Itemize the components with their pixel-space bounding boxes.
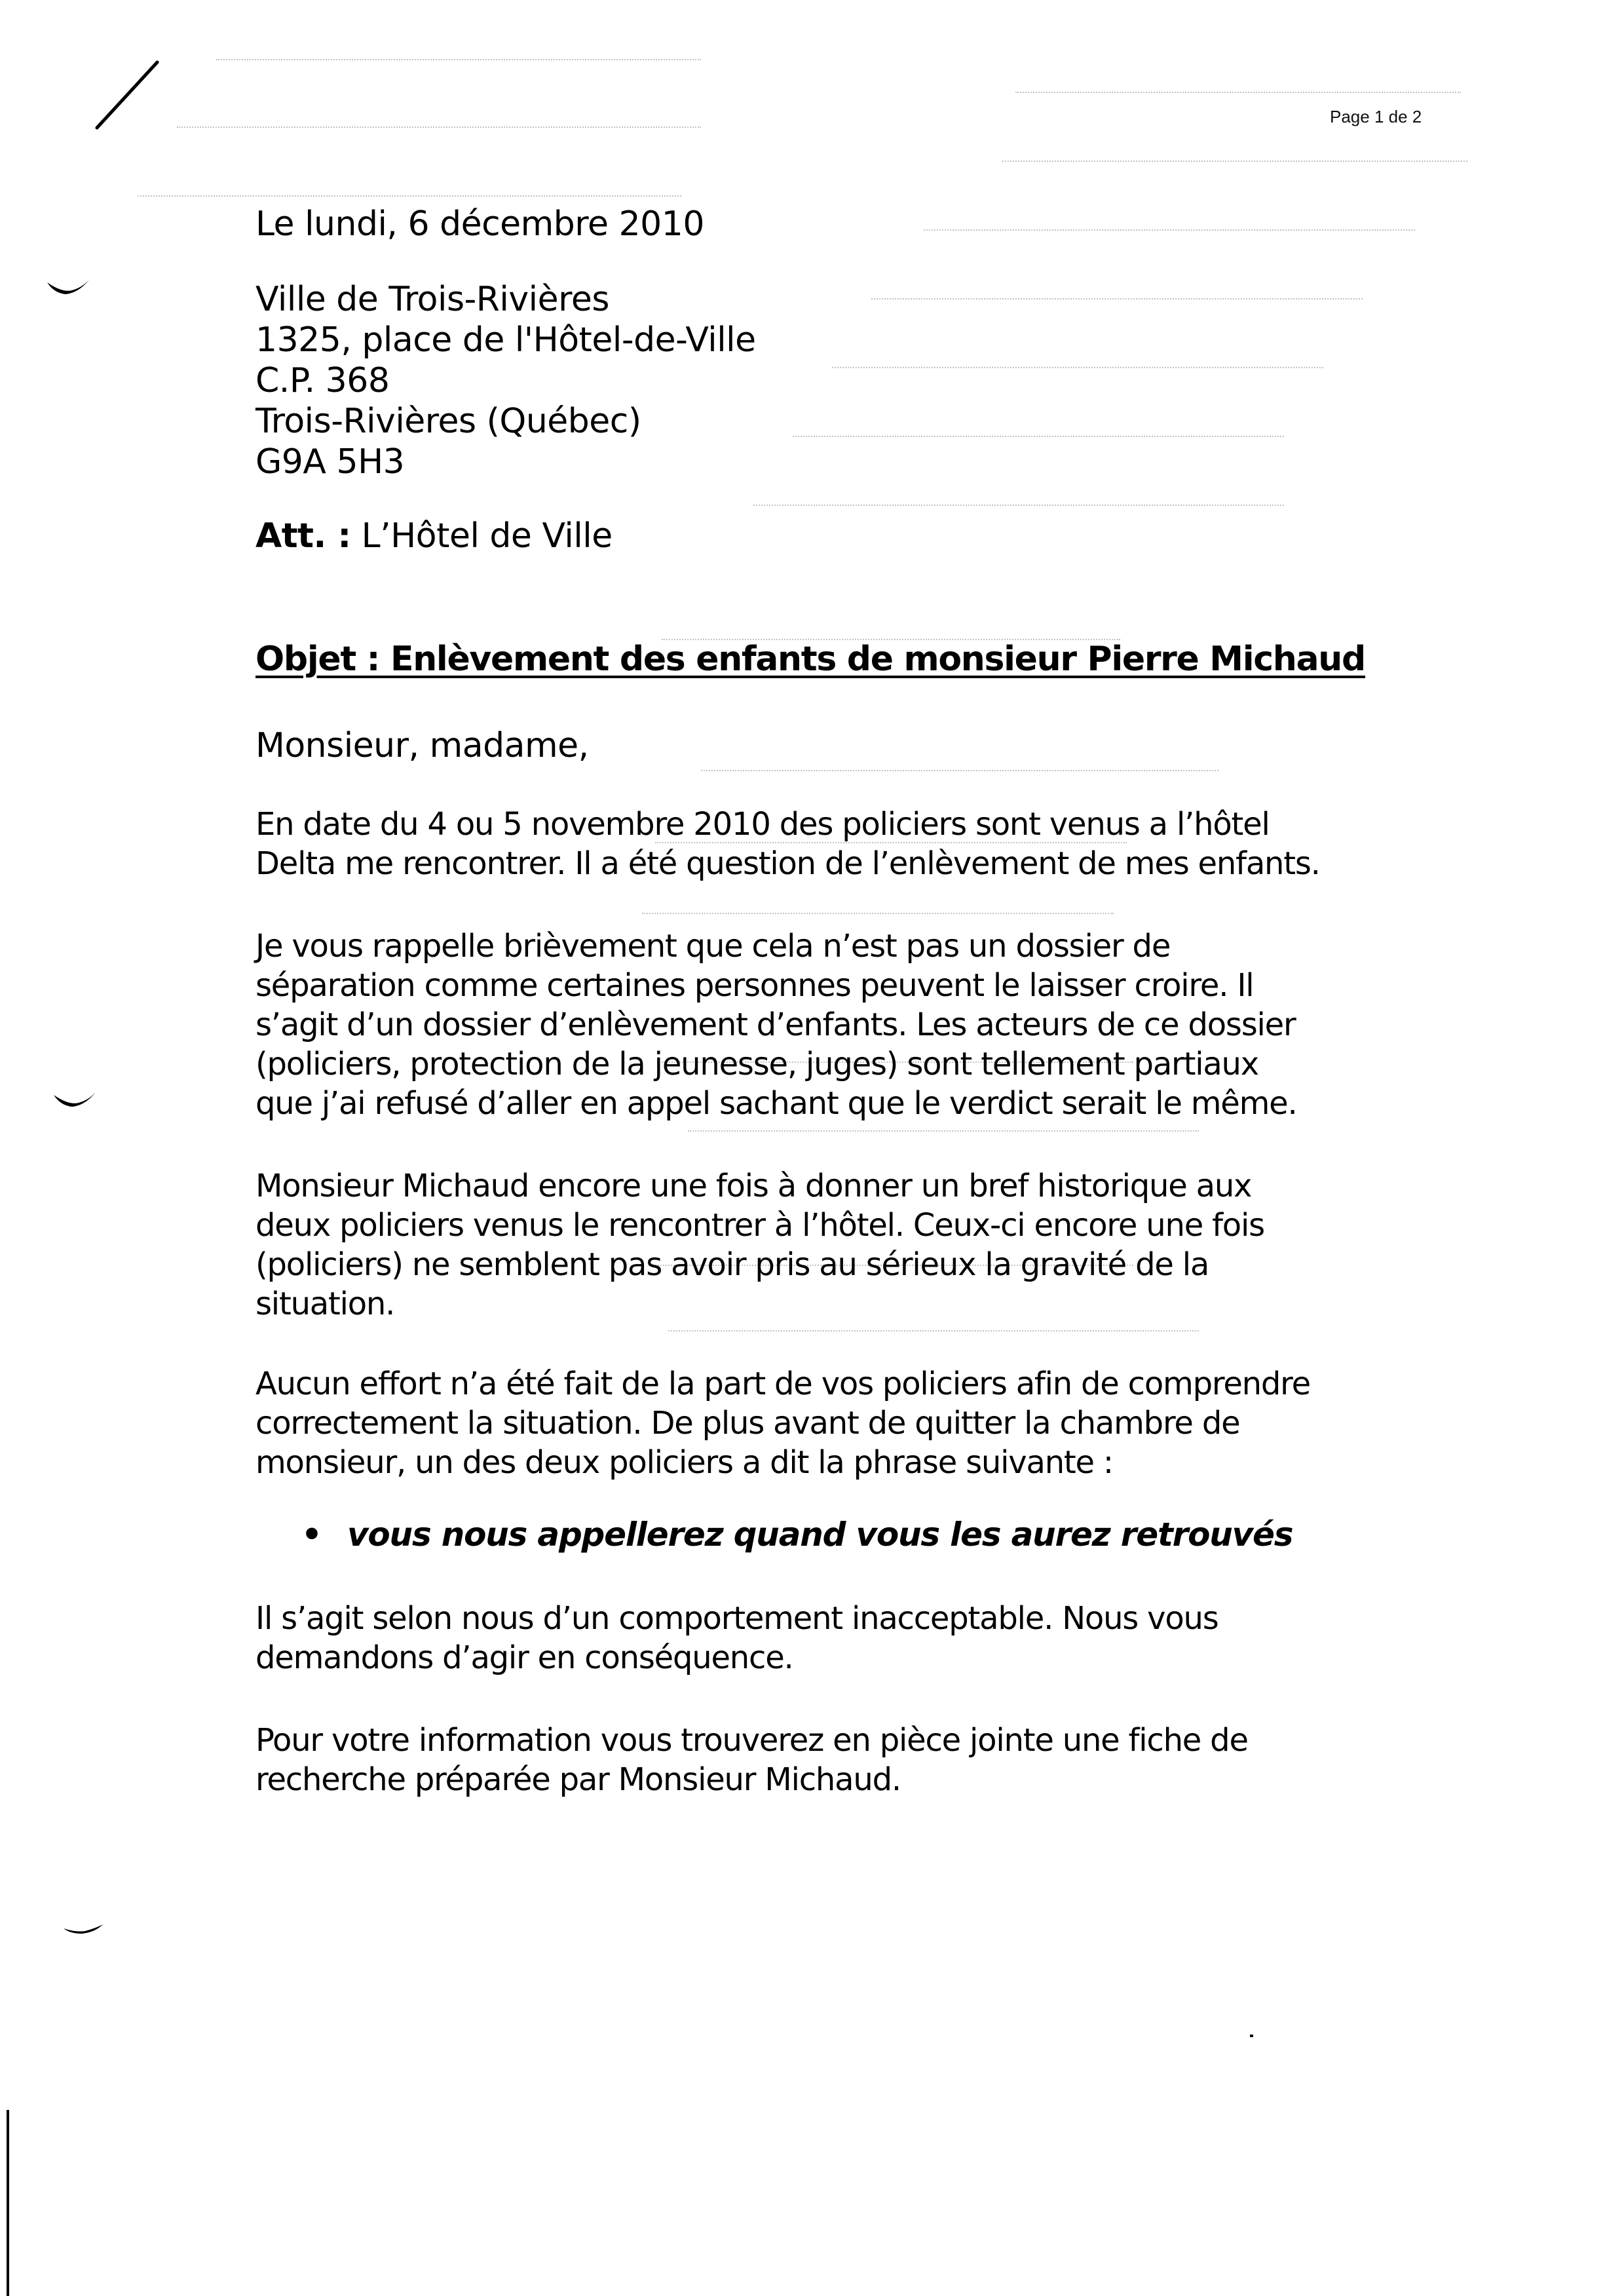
scan-noise	[753, 505, 1284, 507]
paragraph-line: Il s’agit selon nous d’un comportement inacceptable. Nous vous	[255, 1600, 1218, 1637]
page-number: Page 1 de 2	[1330, 107, 1422, 126]
scan-noise	[1015, 92, 1461, 94]
paragraph	[255, 1364, 1467, 1482]
paragraph	[255, 927, 1467, 1123]
paragraph	[255, 1721, 1467, 1799]
scan-noise	[177, 126, 701, 129]
pen-stroke-mark	[95, 59, 161, 131]
paragraph	[255, 805, 1467, 883]
address-line: G9A 5H3	[255, 442, 405, 482]
subject-line: Objet : Enlèvement des enfants de monsieur Pierre Michaud	[255, 640, 1365, 679]
punch-hole-mark	[62, 1923, 108, 1943]
paragraph-line: deux policiers venus le rencontrer à l’hôtel. Ceux-ci encore une fois	[255, 1207, 1264, 1244]
paragraph-line: recherche préparée par Monsieur Michaud.	[255, 1761, 901, 1798]
address-line: Ville de Trois-Rivières	[255, 280, 609, 319]
paragraph-line: monsieur, un des deux policiers a dit la phrase suivante :	[255, 1444, 1113, 1481]
paragraph-line: En date du 4 ou 5 novembre 2010 des policiers sont venus a l’hôtel	[255, 806, 1270, 843]
paragraph-line: séparation comme certaines personnes peuvent le laisser croire. Il	[255, 967, 1254, 1004]
punch-hole-mark	[52, 1091, 98, 1111]
paragraph-line: (policiers, protection de la jeunesse, juges) sont tellement partiaux	[255, 1046, 1258, 1082]
scan-noise	[924, 229, 1415, 232]
attention-value: L’Hôtel de Ville	[350, 516, 613, 556]
paragraph-line: situation.	[255, 1286, 395, 1322]
scan-noise	[688, 1130, 1199, 1133]
paragraph	[255, 1166, 1467, 1324]
address-line: C.P. 368	[255, 361, 390, 400]
scan-noise	[642, 913, 1114, 915]
punch-hole-mark	[46, 278, 92, 298]
scan-noise	[1002, 161, 1467, 163]
page-edge-line	[7, 2110, 9, 2296]
scan-noise	[668, 1330, 1199, 1333]
scan-noise	[216, 59, 701, 62]
quoted-phrase-bullet	[301, 1515, 1293, 1554]
paragraph-line: Delta me rencontrer. Il a été question de l’enlèvement de mes enfants.	[255, 845, 1320, 882]
scan-noise	[793, 436, 1284, 438]
paragraph-line: Pour votre information vous trouverez en pièce jointe une fiche de	[255, 1722, 1248, 1759]
bullet-icon: •	[301, 1516, 322, 1554]
salutation: Monsieur, madame,	[255, 726, 589, 765]
address-line: 1325, place de l'Hôtel-de-Ville	[255, 320, 756, 360]
scan-noise	[832, 367, 1323, 370]
scan-noise	[871, 298, 1363, 301]
paragraph	[255, 1599, 1467, 1677]
paragraph-line: (policiers) ne semblent pas avoir pris au sérieux la gravité de la	[255, 1246, 1209, 1283]
quoted-phrase: vous nous appellerez quand vous les aurez retrouvés	[347, 1516, 1293, 1554]
paragraph-line: demandons d’agir en conséquence.	[255, 1639, 793, 1676]
address-line: Trois-Rivières (Québec)	[255, 402, 641, 441]
scan-noise	[701, 770, 1218, 773]
letter-date: Le lundi, 6 décembre 2010	[255, 204, 704, 244]
scan-speck	[1250, 2035, 1253, 2037]
paragraph-line: Je vous rappelle brièvement que cela n’est pas un dossier de	[255, 928, 1171, 965]
paragraph-line: correctement la situation. De plus avant de quitter la chambre de	[255, 1405, 1240, 1442]
recipient-address	[255, 279, 756, 482]
scan-noise	[138, 195, 681, 198]
paragraph-line: Aucun effort n’a été fait de la part de vos policiers afin de comprendre	[255, 1366, 1310, 1402]
paragraph-line: Monsieur Michaud encore une fois à donner un bref historique aux	[255, 1168, 1252, 1204]
paragraph-line: s’agit d’un dossier d’enlèvement d’enfants. Les acteurs de ce dossier	[255, 1006, 1296, 1043]
attention-line	[255, 516, 613, 556]
paragraph-line: que j’ai refusé d’aller en appel sachant que le verdict serait le même.	[255, 1085, 1297, 1122]
attention-label: Att. :	[255, 516, 351, 556]
